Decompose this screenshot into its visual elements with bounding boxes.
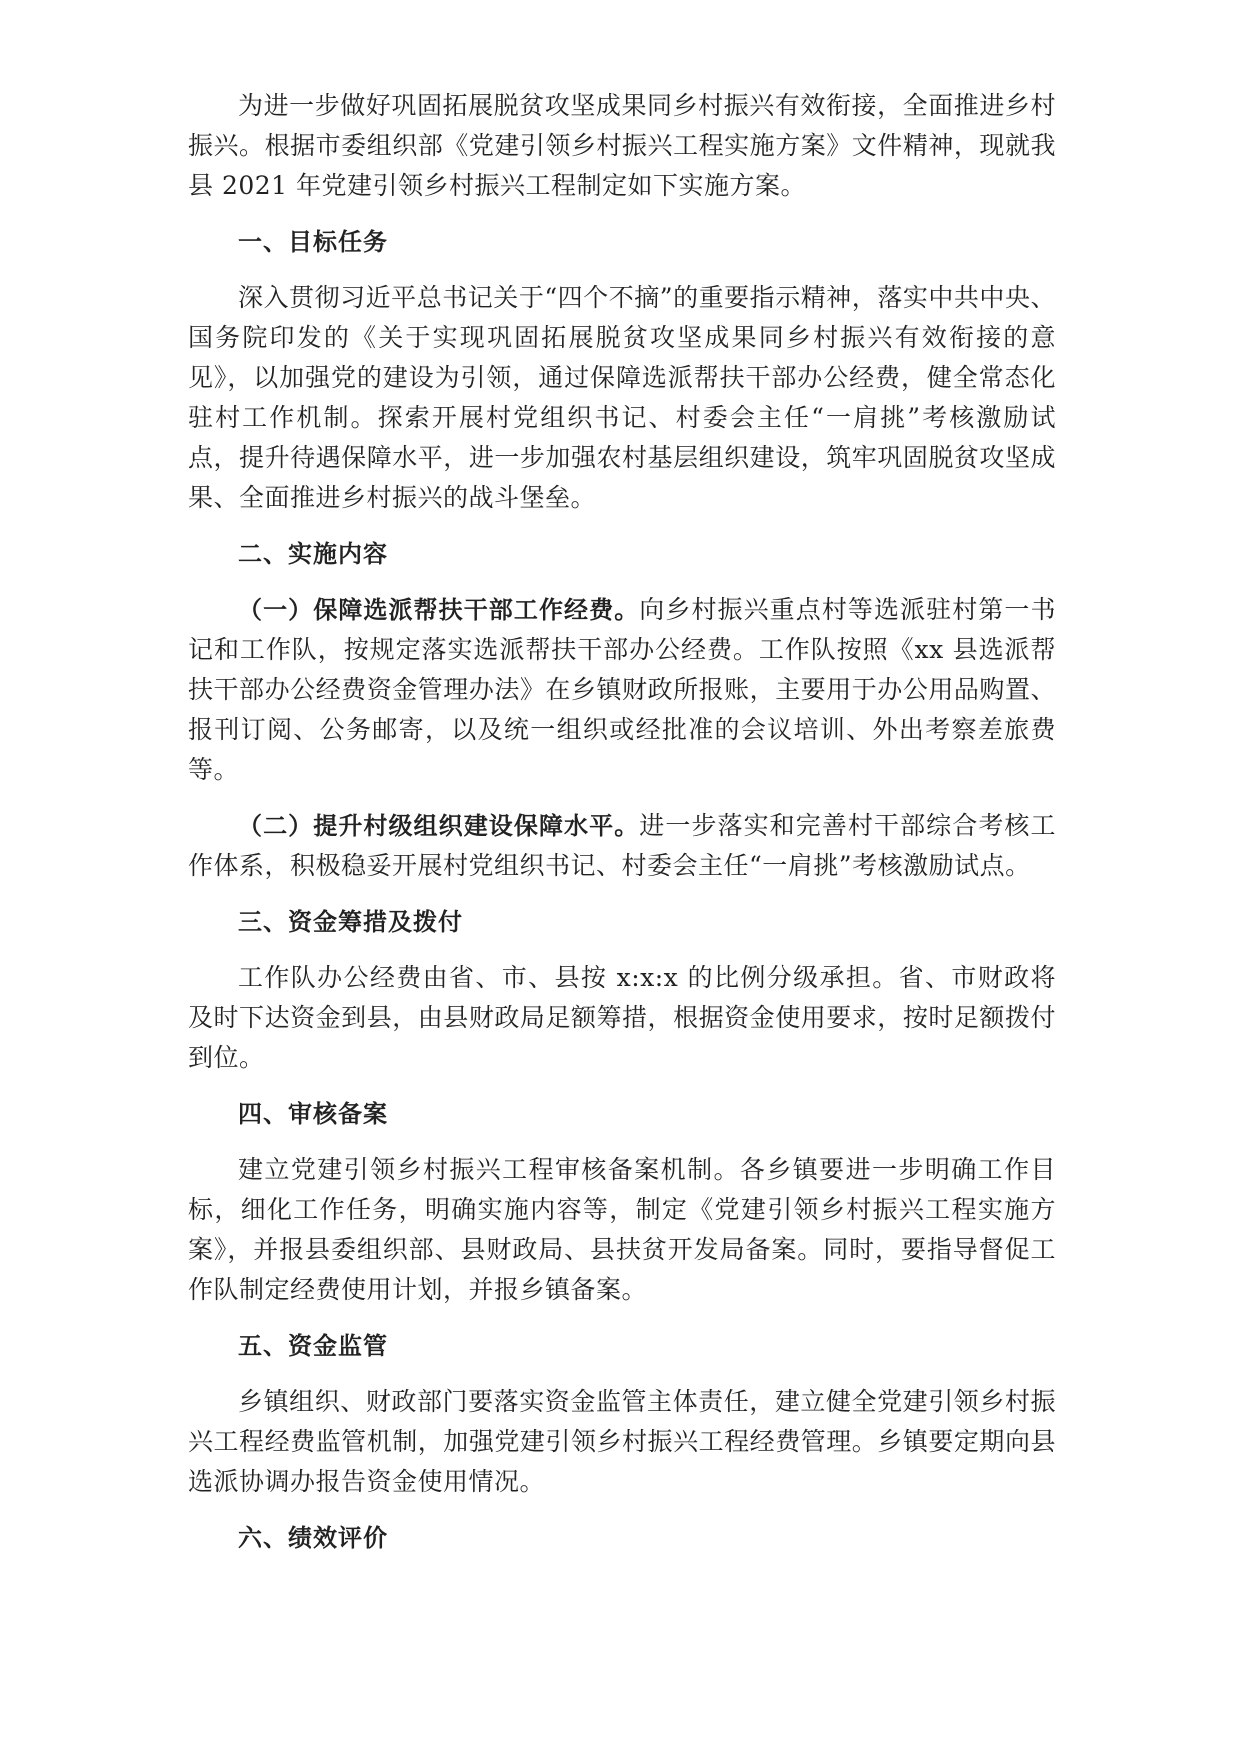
section-heading-goals: 一、目标任务 (238, 228, 388, 256)
intro-paragraph: 为进一步做好巩固拓展脱贫攻坚成果同乡村振兴有效衔接，全面推进乡村振兴。根据市委组织部《党建引领乡村振兴工程实施方案》文件精神，现就我县 2021 年党建引领乡村振兴工程制定如下实施方案。 (188, 91, 1056, 200)
section-heading-review: 四、审核备案 (238, 1100, 388, 1128)
section-paragraph-supervision: 乡镇组织、财政部门要落实资金监管主体责任，建立健全党建引领乡村振兴工程经费监管机制，加强党建引领乡村振兴工程经费管理。乡镇要定期向县选派协调办报告资金使用情况。 (188, 1387, 1056, 1496)
implementation-item-2-lead: （二）提升村级组织建设保障水平。 (238, 812, 640, 840)
document-page (188, 86, 1056, 1574)
implementation-item-1-lead: （一）保障选派帮扶干部工作经费。 (238, 596, 640, 624)
section-paragraph-goals: 深入贯彻习近平总书记关于“四个不摘”的重要指示精神，落实中共中央、国务院印发的《关于实现巩固拓展脱贫攻坚成果同乡村振兴有效衔接的意见》，以加强党的建设为引领，通过保障选派帮扶干部办公经费，健全常态化驻村工作机制。探索开展村党组织书记、村委会主任“一肩挑”考核激励试点，提升待遇保障水平，进一步加强农村基层组织建设，筑牢巩固脱贫攻坚成果、全面推进乡村振兴的战斗堡垒。 (188, 283, 1056, 512)
implementation-item-2 (188, 806, 1056, 886)
section-heading-supervision: 五、资金监管 (238, 1332, 388, 1360)
implementation-item-1-text: 向乡村振兴重点村等选派驻村第一书记和工作队，按规定落实选派帮扶干部办公经费。工作队按照《xx 县选派帮扶干部办公经费资金管理办法》在乡镇财政所报账，主要用于办公用品购置、报刊订阅、公务邮寄，以及统一组织或经批准的会议培训、外出考察差旅费等。 (188, 595, 1056, 784)
implementation-item-1 (188, 590, 1056, 790)
section-paragraph-funding: 工作队办公经费由省、市、县按 x:x:x 的比例分级承担。省、市财政将及时下达资金到县，由县财政局足额筹措，根据资金使用要求，按时足额拨付到位。 (188, 963, 1056, 1072)
section-heading-funding: 三、资金筹措及拨付 (238, 908, 463, 936)
implementation-item-2-text: 进一步落实和完善村干部综合考核工作体系，积极稳妥开展村党组织书记、村委会主任“一肩挑”考核激励试点。 (188, 811, 1056, 880)
section-paragraph-review: 建立党建引领乡村振兴工程审核备案机制。各乡镇要进一步明确工作目标，细化工作任务，明确实施内容等，制定《党建引领乡村振兴工程实施方案》，并报县委组织部、县财政局、县扶贫开发局备案。同时，要指导督促工作队制定经费使用计划，并报乡镇备案。 (188, 1155, 1056, 1304)
section-heading-implementation: 二、实施内容 (238, 540, 388, 568)
section-heading-evaluation: 六、绩效评价 (238, 1524, 388, 1552)
